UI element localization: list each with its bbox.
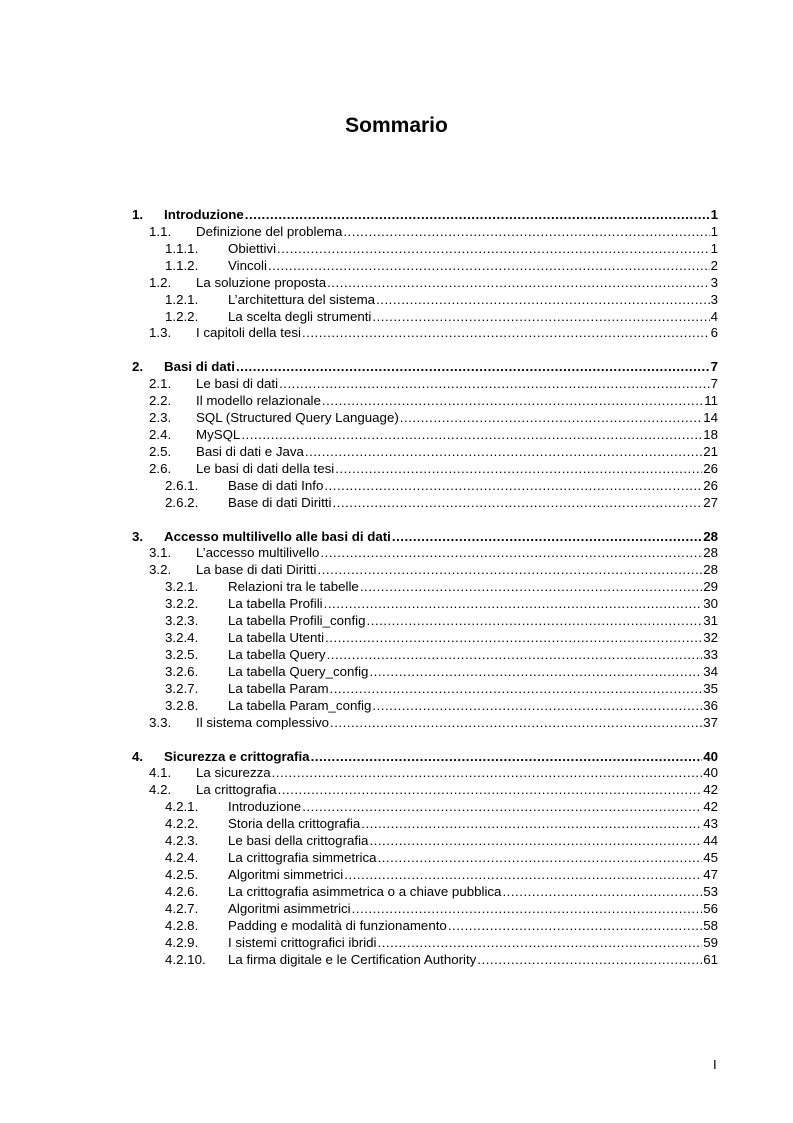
toc-subsection-entry xyxy=(132,952,718,969)
toc-subsection-entry xyxy=(132,241,718,258)
toc-entry-number: 1.2. xyxy=(149,274,172,290)
toc-entry-label: La crittografia asimmetrica o a chiave pubblica xyxy=(228,883,502,899)
toc-entry-page: 31 xyxy=(703,613,718,629)
toc-entry-number: 4.2.9. xyxy=(165,934,199,950)
toc-leader-dots xyxy=(332,495,702,512)
toc-entry-number: 1.2.1. xyxy=(165,291,199,307)
toc-section-entry xyxy=(132,562,718,579)
toc-entry-page: 4 xyxy=(710,308,718,324)
toc-entry-page: 21 xyxy=(703,443,718,459)
toc-leader-dots xyxy=(277,241,710,258)
toc-entry-number: 3.2.5. xyxy=(165,646,199,662)
toc-entry-number: 4.1. xyxy=(149,765,172,781)
toc-section-entry xyxy=(132,765,718,782)
toc-entry-number: 3. xyxy=(132,528,144,544)
toc-chapter-entry xyxy=(132,529,718,546)
toc-subsection-entry xyxy=(132,630,718,647)
toc-chapter-entry xyxy=(132,359,718,376)
toc-entry-page: 27 xyxy=(703,494,718,510)
toc-entry-page: 32 xyxy=(703,630,718,646)
toc-subsection-entry xyxy=(132,935,718,952)
toc-entry-number: 4.2.10. xyxy=(165,951,206,967)
toc-entry-page: 59 xyxy=(703,934,718,950)
toc-subsection-entry xyxy=(132,613,718,630)
toc-entry-page: 28 xyxy=(703,528,718,544)
toc-entry-number: 2. xyxy=(132,359,144,375)
toc-entry-page: 7 xyxy=(710,359,718,375)
toc-entry-label: La soluzione proposta xyxy=(196,274,327,290)
toc-entry-page: 33 xyxy=(703,646,718,662)
toc-entry-label: I capitoli della tesi xyxy=(196,325,301,341)
toc-leader-dots xyxy=(322,393,703,410)
toc-entry-page: 29 xyxy=(703,579,718,595)
toc-subsection-entry xyxy=(132,309,718,326)
toc-leader-dots xyxy=(372,309,709,326)
toc-chapter-entry xyxy=(132,207,718,224)
toc-entry-label: La firma digitale e le Certification Authority xyxy=(228,951,477,967)
toc-leader-dots xyxy=(272,765,703,782)
toc-entry-label: La tabella Utenti xyxy=(228,630,325,646)
toc-leader-dots xyxy=(245,207,710,224)
toc-entry-page: 53 xyxy=(703,883,718,899)
toc-entry-number: 2.5. xyxy=(149,443,172,459)
toc-entry-number: 2.3. xyxy=(149,410,172,426)
toc-entry-label: La crittografia simmetrica xyxy=(228,850,377,866)
toc-entry-label: Base di dati Info xyxy=(228,477,324,493)
toc-entry-page: 34 xyxy=(703,663,718,679)
toc-entry-label: Le basi di dati xyxy=(196,376,279,392)
toc-entry-label: I sistemi crittografici ibridi xyxy=(228,934,377,950)
toc-entry-label: Le basi della crittografia xyxy=(228,833,369,849)
toc-entry-page: 26 xyxy=(703,477,718,493)
toc-entry-page: 3 xyxy=(710,274,718,290)
toc-leader-dots xyxy=(367,613,703,630)
toc-entry-number: 1.1.1. xyxy=(165,240,199,256)
toc-entry-number: 1.1.2. xyxy=(165,257,199,273)
toc-entry-label: Basi di dati e Java xyxy=(196,443,304,459)
toc-entry-page: 18 xyxy=(703,426,718,442)
toc-subsection-entry xyxy=(132,495,718,512)
table-of-contents xyxy=(132,207,718,968)
toc-entry-label: Base di dati Diritti xyxy=(228,494,332,510)
toc-subsection-entry xyxy=(132,799,718,816)
toc-leader-dots xyxy=(335,461,702,478)
toc-entry-number: 1.3. xyxy=(149,325,172,341)
toc-entry-label: La crittografia xyxy=(196,782,277,798)
toc-entry-page: 43 xyxy=(703,816,718,832)
toc-entry-page: 1 xyxy=(710,223,718,239)
toc-entry-page: 42 xyxy=(703,782,718,798)
toc-entry-page: 35 xyxy=(703,680,718,696)
page-number: I xyxy=(713,1057,717,1072)
toc-entry-label: La tabella Query xyxy=(228,646,326,662)
toc-entry-number: 3.2.8. xyxy=(165,697,199,713)
toc-entry-label: La base di dati Diritti xyxy=(196,562,317,578)
toc-section-entry xyxy=(132,275,718,292)
toc-entry-number: 4.2.4. xyxy=(165,850,199,866)
toc-leader-dots xyxy=(317,562,702,579)
toc-leader-dots xyxy=(302,799,702,816)
toc-section-entry xyxy=(132,224,718,241)
toc-section-entry xyxy=(132,782,718,799)
toc-entry-label: Il sistema complessivo xyxy=(196,714,330,730)
toc-section-entry xyxy=(132,461,718,478)
toc-entry-number: 4.2. xyxy=(149,782,172,798)
toc-leader-dots xyxy=(330,681,703,698)
toc-section-entry xyxy=(132,444,718,461)
toc-entry-page: 37 xyxy=(703,714,718,730)
toc-leader-dots xyxy=(376,292,710,309)
toc-leader-dots xyxy=(344,867,702,884)
toc-subsection-entry xyxy=(132,816,718,833)
toc-subsection-entry xyxy=(132,664,718,681)
toc-leader-dots xyxy=(241,427,702,444)
toc-subsection-entry xyxy=(132,681,718,698)
toc-entry-number: 2.4. xyxy=(149,426,172,442)
toc-entry-page: 40 xyxy=(703,748,718,764)
toc-leader-dots xyxy=(448,918,702,935)
toc-entry-number: 3.1. xyxy=(149,545,172,561)
toc-entry-label: MySQL xyxy=(196,426,241,442)
toc-entry-label: SQL (Structured Query Language) xyxy=(196,410,399,426)
toc-entry-number: 3.2. xyxy=(149,562,172,578)
toc-chapter-entry xyxy=(132,749,718,766)
toc-entry-number: 3.2.6. xyxy=(165,663,199,679)
toc-entry-label: La sicurezza xyxy=(196,765,271,781)
toc-entry-number: 3.2.1. xyxy=(165,579,199,595)
toc-entry-label: Vincoli xyxy=(228,257,267,273)
toc-entry-page: 42 xyxy=(703,799,718,815)
toc-leader-dots xyxy=(268,258,710,275)
toc-subsection-entry xyxy=(132,647,718,664)
toc-subsection-entry xyxy=(132,478,718,495)
toc-entry-page: 26 xyxy=(703,460,718,476)
toc-entry-page: 30 xyxy=(703,596,718,612)
toc-entry-page: 1 xyxy=(710,207,718,222)
toc-leader-dots xyxy=(236,359,710,376)
toc-subsection-entry xyxy=(132,596,718,613)
toc-entry-page: 56 xyxy=(703,900,718,916)
toc-entry-page: 7 xyxy=(710,376,718,392)
toc-entry-number: 3.2.7. xyxy=(165,680,199,696)
toc-entry-label: La tabella Profili xyxy=(228,596,323,612)
toc-entry-label: Definizione del problema xyxy=(196,223,343,239)
toc-leader-dots xyxy=(302,325,710,342)
toc-entry-page: 36 xyxy=(703,697,718,713)
toc-entry-page: 11 xyxy=(704,393,718,409)
toc-leader-dots xyxy=(324,478,702,495)
toc-section-entry xyxy=(132,393,718,410)
toc-entry-page: 58 xyxy=(703,917,718,933)
toc-entry-label: L’architettura del sistema xyxy=(228,291,376,307)
toc-leader-dots xyxy=(360,579,702,596)
toc-entry-number: 4.2.5. xyxy=(165,866,199,882)
toc-entry-number: 3.3. xyxy=(149,714,172,730)
toc-subsection-entry xyxy=(132,698,718,715)
toc-entry-label: La scelta degli strumenti xyxy=(228,308,372,324)
toc-entry-label: La tabella Param_config xyxy=(228,697,372,713)
toc-entry-page: 45 xyxy=(703,850,718,866)
toc-leader-dots xyxy=(477,952,702,969)
toc-entry-label: Relazioni tra le tabelle xyxy=(228,579,359,595)
toc-entry-page: 28 xyxy=(703,545,718,561)
toc-entry-label: Le basi di dati della tesi xyxy=(196,460,335,476)
toc-section-entry xyxy=(132,545,718,562)
toc-entry-number: 2.6.2. xyxy=(165,494,199,510)
toc-section-entry xyxy=(132,715,718,732)
toc-entry-page: 14 xyxy=(703,410,718,426)
toc-entry-label: L’accesso multilivello xyxy=(196,545,320,561)
toc-entry-label: Il modello relazionale xyxy=(196,393,321,409)
toc-entry-number: 3.2.3. xyxy=(165,613,199,629)
toc-leader-dots xyxy=(278,782,703,799)
toc-section-entry xyxy=(132,325,718,342)
toc-entry-page: 2 xyxy=(710,257,718,273)
toc-subsection-entry xyxy=(132,833,718,850)
toc-entry-label: Padding e modalità di funzionamento xyxy=(228,917,447,933)
toc-leader-dots xyxy=(305,444,702,461)
toc-entry-number: 1.2.2. xyxy=(165,308,199,324)
toc-leader-dots xyxy=(352,901,703,918)
toc-subsection-entry xyxy=(132,258,718,275)
toc-entry-label: Introduzione xyxy=(228,799,302,815)
toc-subsection-entry xyxy=(132,901,718,918)
toc-entry-number: 2.1. xyxy=(149,376,172,392)
toc-entry-number: 4. xyxy=(132,748,144,764)
toc-entry-number: 2.6. xyxy=(149,460,172,476)
toc-entry-number: 4.2.7. xyxy=(165,900,199,916)
toc-entry-page: 44 xyxy=(703,833,718,849)
toc-section-entry xyxy=(132,410,718,427)
toc-leader-dots xyxy=(324,596,703,613)
toc-leader-dots xyxy=(369,833,702,850)
toc-entry-label: Algoritmi asimmetrici xyxy=(228,900,351,916)
toc-entry-label: Algoritmi simmetrici xyxy=(228,866,344,882)
toc-section-entry xyxy=(132,427,718,444)
toc-entry-number: 3.2.2. xyxy=(165,596,199,612)
toc-entry-number: 2.6.1. xyxy=(165,477,199,493)
toc-entry-number: 4.2.3. xyxy=(165,833,199,849)
toc-subsection-entry xyxy=(132,292,718,309)
toc-subsection-entry xyxy=(132,850,718,867)
toc-leader-dots xyxy=(327,275,709,292)
toc-leader-dots xyxy=(325,630,702,647)
toc-subsection-entry xyxy=(132,918,718,935)
toc-entry-number: 4.2.1. xyxy=(165,799,199,815)
toc-entry-page: 47 xyxy=(703,866,718,882)
toc-entry-number: 1. xyxy=(132,207,144,222)
toc-entry-number: 4.2.8. xyxy=(165,917,199,933)
toc-entry-label: La tabella Profili_config xyxy=(228,613,366,629)
toc-entry-page: 6 xyxy=(710,325,718,341)
toc-leader-dots xyxy=(320,545,702,562)
page-title: Sommario xyxy=(345,114,448,137)
toc-leader-dots xyxy=(369,664,702,681)
toc-entry-label: Accesso multilivello alle basi di dati xyxy=(164,528,391,544)
toc-leader-dots xyxy=(311,749,703,766)
toc-entry-page: 40 xyxy=(703,765,718,781)
toc-leader-dots xyxy=(392,529,702,546)
toc-entry-label: Introduzione xyxy=(164,207,244,222)
toc-section-entry xyxy=(132,376,718,393)
toc-leader-dots xyxy=(343,224,709,241)
toc-entry-number: 2.2. xyxy=(149,393,172,409)
toc-entry-number: 1.1. xyxy=(149,223,172,239)
toc-leader-dots xyxy=(330,715,702,732)
toc-entry-number: 4.2.6. xyxy=(165,883,199,899)
toc-entry-label: Sicurezza e crittografia xyxy=(164,748,310,764)
toc-subsection-entry xyxy=(132,884,718,901)
toc-entry-label: Obiettivi xyxy=(228,240,277,256)
toc-leader-dots xyxy=(378,935,703,952)
toc-leader-dots xyxy=(400,410,702,427)
toc-subsection-entry xyxy=(132,579,718,596)
toc-entry-page: 1 xyxy=(710,240,718,256)
toc-entry-page: 61 xyxy=(703,951,718,967)
toc-leader-dots xyxy=(372,698,702,715)
toc-leader-dots xyxy=(378,850,703,867)
toc-entry-label: Storia della crittografia xyxy=(228,816,361,832)
toc-entry-label: La tabella Query_config xyxy=(228,663,369,679)
toc-entry-number: 4.2.2. xyxy=(165,816,199,832)
toc-leader-dots xyxy=(279,376,710,393)
toc-entry-number: 3.2.4. xyxy=(165,630,199,646)
toc-leader-dots xyxy=(361,816,702,833)
toc-entry-page: 3 xyxy=(710,291,718,307)
toc-subsection-entry xyxy=(132,867,718,884)
toc-entry-page: 28 xyxy=(703,562,718,578)
toc-leader-dots xyxy=(502,884,702,901)
toc-leader-dots xyxy=(327,647,703,664)
toc-entry-label: La tabella Param xyxy=(228,680,329,696)
toc-entry-label: Basi di dati xyxy=(164,359,235,375)
